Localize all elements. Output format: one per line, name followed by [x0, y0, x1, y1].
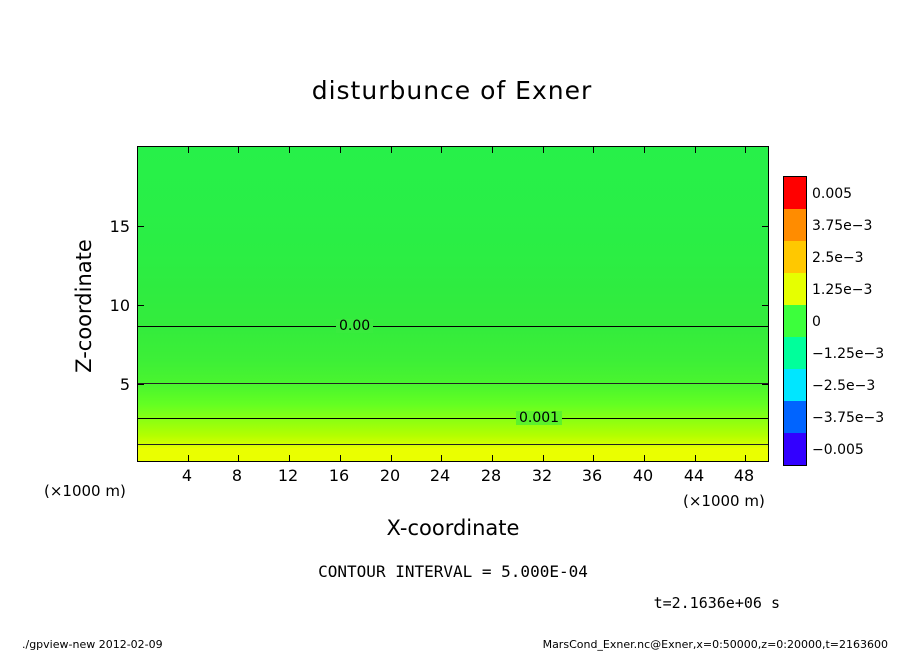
x-tick	[695, 455, 696, 461]
x-tick-top	[745, 147, 746, 153]
x-tick-label: 48	[733, 466, 755, 485]
x-tick-label: 20	[379, 466, 401, 485]
contour-label-0001: 0.001	[516, 411, 562, 425]
x-tick	[593, 455, 594, 461]
colorbar-label: 0	[812, 314, 821, 330]
colorbar-label: −2.5e−3	[812, 378, 876, 394]
page-title: disturbunce of Exner	[311, 76, 593, 105]
footer-right-text: MarsCond_Exner.nc@Exner,x=0:50000,z=0:20000,t=2163600	[542, 638, 888, 651]
colorbar-cell-yellow	[784, 273, 806, 305]
x-tick-top	[188, 147, 189, 153]
colorbar-label: −1.25e−3	[812, 346, 885, 362]
y-tick	[138, 384, 144, 385]
plot-area	[137, 146, 769, 462]
x-tick	[745, 455, 746, 461]
x-tick-label: 4	[181, 466, 193, 485]
x-tick-label: 40	[632, 466, 654, 485]
colorbar-label: 2.5e−3	[812, 250, 864, 266]
y-axis-title: Z-coordinate	[72, 239, 96, 373]
x-tick-top	[238, 147, 239, 153]
contour-interval-text: CONTOUR INTERVAL = 5.000E-04	[318, 562, 588, 581]
contour-line-0.0015	[138, 444, 768, 445]
x-tick	[238, 455, 239, 461]
x-tick-label: 28	[480, 466, 502, 485]
y-tick-label: 15	[109, 217, 130, 236]
x-tick-top	[441, 147, 442, 153]
colorbar-cell-blue	[784, 433, 806, 465]
contour-line-0	[138, 326, 768, 327]
colorbar-label: 0.005	[812, 186, 853, 202]
x-tick-top	[492, 147, 493, 153]
colorbar-label: 1.25e−3	[812, 282, 873, 298]
time-annotation: t=2.1636e+06 s	[653, 594, 780, 612]
x-tick-top	[695, 147, 696, 153]
contour-label-zero: 0.00	[336, 319, 373, 333]
x-tick	[543, 455, 544, 461]
x-tick	[492, 455, 493, 461]
heatmap-field	[138, 147, 768, 461]
contour-line-0.001	[138, 418, 768, 419]
colorbar-cell-springgreen	[784, 337, 806, 369]
y-tick-right	[762, 305, 768, 306]
colorbar-cell-red	[784, 177, 806, 209]
colorbar-cell-orange	[784, 209, 806, 241]
x-tick-label: 36	[581, 466, 603, 485]
y-tick	[138, 305, 144, 306]
colorbar-cell-azure	[784, 401, 806, 433]
y-tick-right	[762, 384, 768, 385]
colorbar	[783, 176, 807, 466]
x-axis-title: X-coordinate	[386, 516, 520, 540]
x-tick	[340, 455, 341, 461]
x-axis-unit: (×1000 m)	[683, 492, 765, 510]
x-tick	[188, 455, 189, 461]
y-tick-label: 5	[119, 375, 130, 394]
x-tick-top	[340, 147, 341, 153]
x-tick-label: 32	[531, 466, 553, 485]
x-tick-top	[644, 147, 645, 153]
x-tick-label: 44	[683, 466, 705, 485]
x-tick-label: 16	[328, 466, 350, 485]
colorbar-label: 3.75e−3	[812, 218, 873, 234]
x-tick	[441, 455, 442, 461]
colorbar-label: −3.75e−3	[812, 410, 885, 426]
colorbar-label: −0.005	[812, 442, 864, 458]
x-tick-label: 12	[277, 466, 299, 485]
y-tick-right	[762, 226, 768, 227]
y-tick-label: 10	[109, 296, 130, 315]
x-tick-top	[593, 147, 594, 153]
contour-line-0.0005	[138, 383, 768, 384]
x-tick	[644, 455, 645, 461]
x-tick-top	[543, 147, 544, 153]
y-axis-unit: (×1000 m)	[44, 482, 126, 500]
x-tick-top	[391, 147, 392, 153]
colorbar-cell-cyan	[784, 369, 806, 401]
x-tick-label: 8	[231, 466, 243, 485]
y-tick	[138, 226, 144, 227]
x-tick-label: 24	[429, 466, 451, 485]
colorbar-cell-green	[784, 305, 806, 337]
colorbar-cell-amber	[784, 241, 806, 273]
x-tick	[289, 455, 290, 461]
x-tick	[391, 455, 392, 461]
x-tick-top	[289, 147, 290, 153]
footer-left-text: ./gpview-new 2012-02-09	[22, 638, 163, 651]
